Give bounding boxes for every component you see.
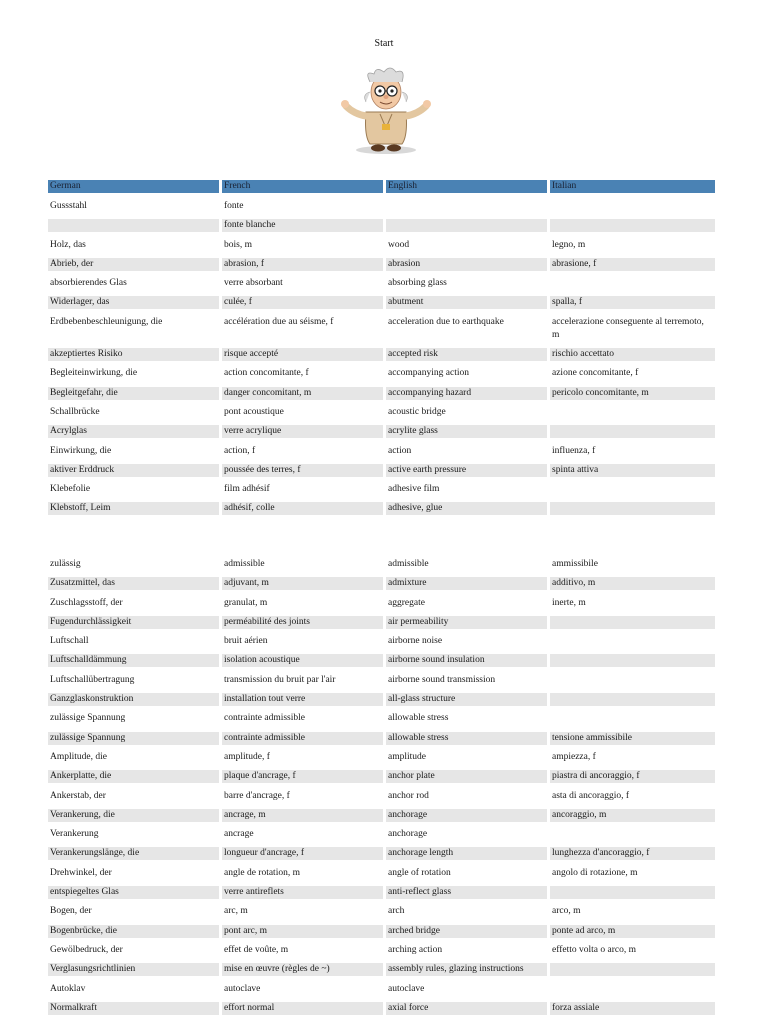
table-row (48, 348, 715, 361)
cell-german (48, 219, 219, 232)
cell-french: admissible (224, 559, 265, 569)
table-row (48, 983, 715, 996)
cell-french: amplitude, f (224, 751, 270, 762)
cell-english: acoustic bridge (388, 406, 446, 417)
cell-english: arched bridge (386, 925, 547, 938)
glossary-table-part2 (48, 558, 715, 1021)
cell-italian: influenza, f (552, 445, 596, 456)
table-row (48, 963, 715, 976)
cell-german: zulässige Spannung (48, 732, 219, 745)
cell-german: absorbierendes Glas (50, 278, 127, 289)
table-row (48, 367, 715, 380)
cell-french: bois, m (224, 239, 252, 250)
cell-english: all-glass structure (386, 693, 547, 706)
cell-italian: accelerazione conseguente al terremoto, m (552, 316, 704, 340)
cell-german: Bogenbrücke, die (48, 925, 219, 938)
cell-german: Widerlager, das (48, 296, 219, 309)
cell-english: wood (388, 239, 410, 250)
cell-italian: ammissibile (552, 559, 598, 569)
cell-italian: pericolo concomitante, m (550, 387, 715, 400)
table-row (48, 616, 715, 629)
cell-french: film adhésif (224, 484, 270, 495)
cell-italian (550, 425, 715, 438)
cell-french: adjuvant, m (222, 577, 383, 590)
cell-english (386, 219, 547, 232)
cell-french: verre acrylique (222, 425, 383, 438)
table-row (48, 770, 715, 783)
cell-english: abrasion (386, 258, 547, 271)
cell-german: entspiegeltes Glas (48, 886, 219, 899)
cell-french: barre d'ancrage, f (224, 790, 290, 801)
cell-english: angle of rotation (388, 867, 451, 878)
cell-german: Acrylglas (48, 425, 219, 438)
table-row (48, 445, 715, 458)
cell-french: verre absorbant (224, 278, 283, 289)
cell-french: transmission du bruit par l'air (224, 674, 336, 685)
cell-italian: piastra di ancoraggio, f (550, 770, 715, 783)
cell-english: accepted risk (386, 348, 547, 361)
cell-italian (550, 828, 715, 841)
cell-french: installation tout verre (222, 693, 383, 706)
cell-german: Zuschlagsstoff, der (50, 597, 123, 608)
cell-german: Normalkraft (48, 1002, 219, 1015)
cell-french: ancrage, m (222, 809, 383, 822)
cell-french: arc, m (224, 906, 248, 917)
cell-french: culée, f (222, 296, 383, 309)
cell-english: acrylite glass (386, 425, 547, 438)
page-title: Start (374, 38, 394, 49)
table-row (48, 790, 715, 803)
cell-italian (550, 983, 715, 996)
cell-english: adhesive, glue (386, 502, 547, 515)
cell-english: adhesive film (388, 484, 440, 495)
cell-english: accompanying action (388, 368, 469, 379)
cell-french: granulat, m (224, 597, 268, 608)
cell-german: Begleitgefahr, die (48, 387, 219, 400)
cell-french: risque accepté (222, 348, 383, 361)
cell-french: plaque d'ancrage, f (222, 770, 383, 783)
cell-english: acceleration due to earthquake (388, 316, 504, 327)
cell-english: autoclave (388, 983, 425, 994)
cell-german: Schallbrücke (50, 406, 100, 417)
cell-french: contrainte admissible (224, 713, 305, 724)
cell-german: aktiver Erddruck (48, 464, 219, 477)
table-row (48, 200, 715, 213)
cell-french: abrasion, f (222, 258, 383, 271)
table-row (48, 502, 715, 515)
cell-italian: lunghezza d'ancoraggio, f (550, 847, 715, 860)
cell-german: Luftschallübertragung (50, 674, 135, 685)
cell-german: Ganzglaskonstruktion (48, 693, 219, 706)
table-row (48, 483, 715, 496)
table-row (48, 464, 715, 477)
cell-german: Verankerung (50, 829, 99, 840)
column-header-german: German (48, 180, 219, 193)
cell-french: adhésif, colle (222, 502, 383, 515)
cell-english: anchorage length (386, 847, 547, 860)
table-row (48, 239, 715, 252)
cell-french: ancrage (224, 829, 254, 840)
table-row (48, 674, 715, 687)
table-row (48, 654, 715, 667)
cell-english: abutment (386, 296, 547, 309)
cell-italian: ampiezza, f (552, 751, 596, 762)
cell-english: air permeability (386, 616, 547, 629)
table-row (48, 635, 715, 648)
cell-italian: legno, m (552, 239, 586, 250)
cell-english: airborne noise (388, 636, 443, 647)
cell-german: Klebstoff, Leim (48, 502, 219, 515)
cell-english: admissible (388, 559, 429, 569)
cell-french: action concomitante, f (224, 368, 309, 379)
table-row (48, 944, 715, 957)
cell-french: fonte blanche (222, 219, 383, 232)
cell-german: zulässig (50, 559, 81, 569)
cell-french: bruit aérien (224, 636, 268, 647)
cell-german: Drehwinkel, der (50, 867, 112, 878)
column-header-french: French (222, 180, 383, 193)
table-row (48, 1002, 715, 1015)
cell-german: Verankerung, die (48, 809, 219, 822)
cell-german: zulässige Spannung (50, 713, 126, 724)
cell-italian: ancoraggio, m (550, 809, 715, 822)
cell-italian (550, 277, 715, 290)
cell-german: Gewölbedruck, der (50, 944, 123, 955)
cell-italian (550, 963, 715, 976)
table-row (48, 316, 715, 342)
cell-italian: spinta attiva (550, 464, 715, 477)
cell-german: Erdbebenbeschleunigung, die (50, 316, 163, 327)
cell-french: pont acoustique (224, 406, 284, 417)
cell-german: akzeptiertes Risiko (48, 348, 219, 361)
cell-english: arch (388, 906, 405, 917)
cell-french: angle de rotation, m (224, 867, 300, 878)
cell-english: active earth pressure (386, 464, 547, 477)
cell-english: airborne sound transmission (388, 674, 496, 685)
cell-italian: azione concomitante, f (552, 368, 639, 379)
table-row (48, 597, 715, 610)
table-header-row (48, 180, 715, 193)
cell-french: contrainte admissible (222, 732, 383, 745)
cell-italian (550, 674, 715, 687)
cell-english: absorbing glass (388, 278, 447, 289)
cell-italian: spalla, f (550, 296, 715, 309)
cell-italian (550, 406, 715, 419)
cell-french: fonte (224, 201, 244, 211)
cell-french: pont arc, m (222, 925, 383, 938)
cell-english: admixture (386, 577, 547, 590)
cell-german: Einwirkung, die (50, 445, 112, 456)
cell-english: amplitude (388, 751, 426, 762)
cell-english: anti-reflect glass (386, 886, 547, 899)
cell-german: Ankerplatte, die (48, 770, 219, 783)
table-row (48, 751, 715, 764)
table-row (48, 577, 715, 590)
cell-german: Luftschall (50, 636, 89, 647)
table-row (48, 406, 715, 419)
cell-french: effort normal (222, 1002, 383, 1015)
cell-french: poussée des terres, f (222, 464, 383, 477)
cell-italian: forza assiale (550, 1002, 715, 1015)
cell-english: anchor plate (386, 770, 547, 783)
cell-german: Abrieb, der (48, 258, 219, 271)
cell-english: aggregate (388, 597, 425, 608)
cell-german: Fugendurchlässigkeit (48, 616, 219, 629)
cell-italian: abrasione, f (550, 258, 715, 271)
cell-german: Zusatzmittel, das (48, 577, 219, 590)
cell-italian: effetto volta o arco, m (552, 944, 636, 955)
cell-french: autoclave (224, 983, 261, 994)
cell-german: Amplitude, die (50, 751, 107, 762)
cell-german: Klebefolie (50, 484, 91, 495)
table-row (48, 558, 715, 571)
cell-italian (550, 502, 715, 515)
cell-english: anchorage (388, 829, 428, 840)
cell-french: isolation acoustique (222, 654, 383, 667)
table-row (48, 886, 715, 899)
cell-english: anchor rod (388, 790, 429, 801)
glossary-table-part1 (48, 180, 715, 522)
cell-italian: ponte ad arco, m (550, 925, 715, 938)
cell-english: anchorage (386, 809, 547, 822)
table-row (48, 387, 715, 400)
column-header-italian: Italian (550, 180, 715, 193)
cell-english: action (388, 445, 412, 456)
cell-german: Luftschalldämmung (48, 654, 219, 667)
cell-german: Autoklav (50, 983, 86, 994)
cell-italian: inerte, m (552, 597, 586, 608)
cell-italian (550, 219, 715, 232)
table-row (48, 905, 715, 918)
cell-english: allowable stress (386, 732, 547, 745)
cell-french: longueur d'ancrage, f (222, 847, 383, 860)
table-row (48, 258, 715, 271)
cell-french: effet de voûte, m (224, 944, 289, 955)
cell-german: Verglasungsrichtlinien (48, 963, 219, 976)
cell-italian (550, 635, 715, 648)
cell-french: perméabilité des joints (222, 616, 383, 629)
cell-french: mise en œuvre (règles de ~) (222, 963, 383, 976)
cell-german: Begleiteinwirkung, die (50, 368, 138, 379)
cell-german: Holz, das (50, 239, 86, 250)
table-row (48, 732, 715, 745)
cell-english (386, 200, 547, 213)
cell-italian: tensione ammissibile (550, 732, 715, 745)
cell-italian (550, 693, 715, 706)
table-row (48, 828, 715, 841)
cell-french: verre antireflets (222, 886, 383, 899)
cell-italian: rischio accettato (550, 348, 715, 361)
cell-french: accélération due au séisme, f (224, 316, 334, 327)
table-row (48, 847, 715, 860)
cell-italian: asta di ancoraggio, f (552, 790, 630, 801)
cell-italian (550, 712, 715, 725)
professor-mascot-illustration (336, 64, 436, 156)
cell-english: arching action (388, 944, 443, 955)
table-row (48, 712, 715, 725)
cell-italian: angolo di rotazione, m (552, 867, 638, 878)
cell-italian: additivo, m (550, 577, 715, 590)
cell-french: danger concomitant, m (222, 387, 383, 400)
table-row (48, 296, 715, 309)
table-row (48, 693, 715, 706)
table-row (48, 867, 715, 880)
cell-german: Ankerstab, der (50, 790, 106, 801)
table-row (48, 277, 715, 290)
cell-english: airborne sound insulation (386, 654, 547, 667)
cell-italian (550, 886, 715, 899)
table-row (48, 425, 715, 438)
cell-english: assembly rules, glazing instructions (386, 963, 547, 976)
cell-italian (550, 654, 715, 667)
table-row (48, 219, 715, 232)
cell-italian (550, 200, 715, 213)
cell-german: Gussstahl (50, 201, 87, 211)
cell-italian: arco, m (552, 906, 581, 917)
column-header-english: English (386, 180, 547, 193)
table-row (48, 925, 715, 938)
cell-english: allowable stress (388, 713, 449, 724)
cell-italian (550, 616, 715, 629)
cell-english: axial force (386, 1002, 547, 1015)
cell-french: action, f (224, 445, 256, 456)
cell-german: Bogen, der (50, 906, 92, 917)
cell-english: accompanying hazard (386, 387, 547, 400)
cell-german: Verankerungslänge, die (48, 847, 219, 860)
cell-italian (550, 483, 715, 496)
table-row (48, 809, 715, 822)
